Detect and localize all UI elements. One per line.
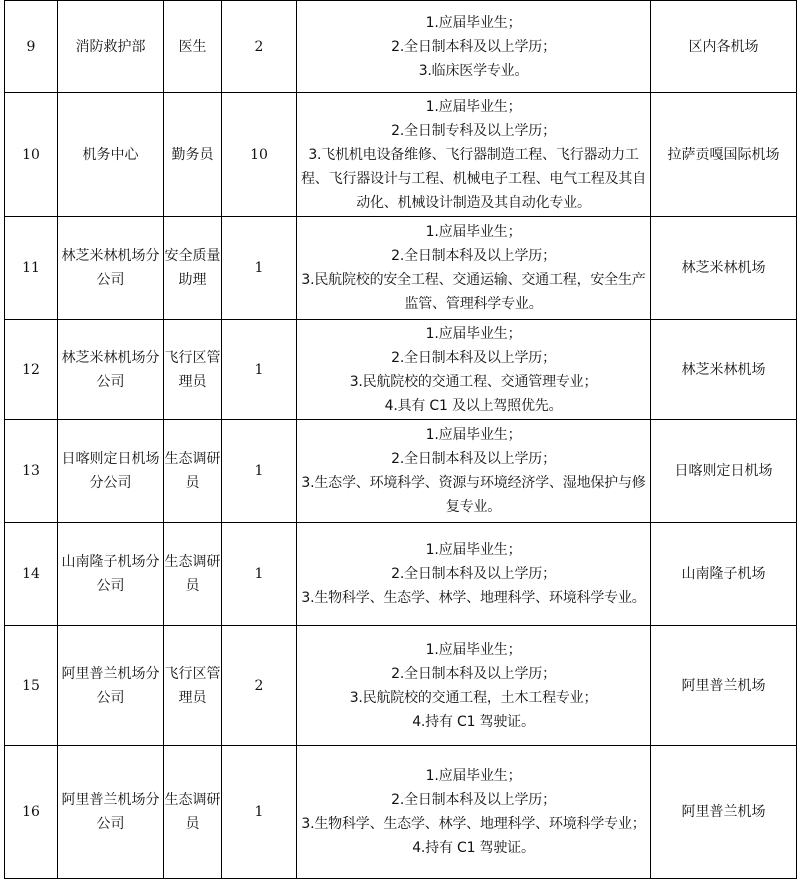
requirement-line: 2.全日制本科及以上学历； bbox=[391, 349, 556, 366]
work-location-cell: 林芝米林机场 bbox=[651, 217, 797, 320]
department-cell: 山南隆子机场分公司 bbox=[58, 523, 164, 626]
requirements-cell bbox=[297, 93, 651, 217]
recruitment-table bbox=[4, 0, 797, 879]
department-cell: 机务中心 bbox=[58, 93, 164, 217]
department-cell: 阿里普兰机场分公司 bbox=[58, 626, 164, 746]
requirement-line: 3.生物科学、生态学、林学、地理科学、环境科学专业； bbox=[301, 816, 646, 832]
work-location-cell: 山南隆子机场 bbox=[651, 523, 797, 626]
requirement-line: 1.应届毕业生； bbox=[425, 768, 522, 784]
headcount-cell: 2 bbox=[222, 1, 297, 93]
headcount-cell: 1 bbox=[222, 746, 297, 879]
requirements-cell bbox=[297, 523, 651, 626]
position-cell: 生态调研员 bbox=[164, 420, 222, 523]
position-cell: 飞行区管理员 bbox=[164, 320, 222, 420]
department-cell: 日喀则定日机场分公司 bbox=[58, 420, 164, 523]
work-location-cell: 阿里普兰机场 bbox=[651, 746, 797, 879]
requirement-line: 2.全日制本科及以上学历； bbox=[391, 665, 556, 682]
department-cell: 林芝米林机场分公司 bbox=[58, 320, 164, 420]
headcount-cell: 2 bbox=[222, 626, 297, 746]
requirement-line: 1.应届毕业生； bbox=[425, 427, 522, 443]
work-location-cell: 林芝米林机场 bbox=[651, 320, 797, 420]
row-number-cell: 10 bbox=[5, 93, 58, 217]
requirement-line: 1.应届毕业生； bbox=[425, 224, 522, 240]
requirement-line: 2.全日制本科及以上学历； bbox=[391, 792, 556, 808]
table-row bbox=[5, 1, 797, 93]
table-row bbox=[5, 320, 797, 420]
table-row bbox=[5, 217, 797, 320]
position-cell: 医生 bbox=[164, 1, 222, 93]
requirement-line: 1.应届毕业生； bbox=[425, 325, 522, 342]
headcount-cell: 1 bbox=[222, 420, 297, 523]
requirement-line: 1.应届毕业生； bbox=[425, 14, 522, 31]
position-cell: 飞行区管理员 bbox=[164, 626, 222, 746]
work-location-cell: 拉萨贡嘎国际机场 bbox=[651, 93, 797, 217]
table-row bbox=[5, 746, 797, 879]
table-row bbox=[5, 626, 797, 746]
department-cell: 林芝米林机场分公司 bbox=[58, 217, 164, 320]
headcount-cell: 1 bbox=[222, 320, 297, 420]
requirement-line: 2.全日制本科及以上学历； bbox=[391, 451, 556, 467]
requirement-line: 3.生物科学、生态学、林学、地理科学、环境科学专业。 bbox=[301, 590, 646, 606]
requirements-cell bbox=[297, 626, 651, 746]
department-cell: 阿里普兰机场分公司 bbox=[58, 746, 164, 879]
requirement-line: 1.应届毕业生； bbox=[425, 98, 522, 115]
position-cell: 勤务员 bbox=[164, 93, 222, 217]
table-row bbox=[5, 523, 797, 626]
requirement-line: 3.民航院校的交通工程、交通管理专业； bbox=[349, 373, 598, 390]
requirement-line: 4.持有 C1 驾驶证。 bbox=[412, 840, 535, 856]
row-number-cell: 13 bbox=[5, 420, 58, 523]
requirement-line: 1.应届毕业生； bbox=[425, 641, 522, 658]
requirement-line: 4.持有 C1 驾驶证。 bbox=[412, 713, 535, 730]
requirements-cell bbox=[297, 1, 651, 93]
requirements-cell bbox=[297, 217, 651, 320]
row-number-cell: 14 bbox=[5, 523, 58, 626]
headcount-cell: 1 bbox=[222, 217, 297, 320]
requirement-line: 2.全日制本科及以上学历； bbox=[391, 248, 556, 264]
row-number-cell: 12 bbox=[5, 320, 58, 420]
row-number-cell: 11 bbox=[5, 217, 58, 320]
requirements-cell bbox=[297, 320, 651, 420]
requirements-cell bbox=[297, 420, 651, 523]
department-cell: 消防救护部 bbox=[58, 1, 164, 93]
position-cell: 生态调研员 bbox=[164, 746, 222, 879]
headcount-cell: 10 bbox=[222, 93, 297, 217]
work-location-cell: 阿里普兰机场 bbox=[651, 626, 797, 746]
row-number-cell: 15 bbox=[5, 626, 58, 746]
table-row bbox=[5, 93, 797, 217]
position-cell: 生态调研员 bbox=[164, 523, 222, 626]
requirement-line: 3.临床医学专业。 bbox=[418, 62, 529, 79]
work-location-cell: 日喀则定日机场 bbox=[651, 420, 797, 523]
requirements-cell bbox=[297, 746, 651, 879]
requirement-line: 4.具有 C1 及以上驾照优先。 bbox=[384, 397, 563, 414]
requirement-line: 3.民航院校的交通工程，土木工程专业； bbox=[349, 689, 598, 706]
table-row bbox=[5, 420, 797, 523]
table-body bbox=[5, 1, 797, 879]
row-number-cell: 9 bbox=[5, 1, 58, 93]
requirement-line: 3.飞机机电设备维修、飞行器制造工程、飞行器动力工程、飞行器设计与工程、机械电子工程、电气工程及其自动化、机械设计制造及其自动化专业。 bbox=[301, 146, 646, 211]
row-number-cell: 16 bbox=[5, 746, 58, 879]
requirement-line: 3.生态学、环境科学、资源与环境经济学、湿地保护与修复专业。 bbox=[301, 475, 646, 515]
requirement-line: 2.全日制本科及以上学历； bbox=[391, 566, 556, 582]
requirement-line: 2.全日制本科及以上学历； bbox=[391, 38, 556, 55]
requirement-line: 1.应届毕业生； bbox=[425, 542, 522, 558]
headcount-cell: 1 bbox=[222, 523, 297, 626]
work-location-cell: 区内各机场 bbox=[651, 1, 797, 93]
requirement-line: 3.民航院校的安全工程、交通运输、交通工程，安全生产监管、管理科学专业。 bbox=[301, 272, 646, 312]
requirement-line: 2.全日制专科及以上学历； bbox=[391, 122, 556, 139]
position-cell: 安全质量助理 bbox=[164, 217, 222, 320]
